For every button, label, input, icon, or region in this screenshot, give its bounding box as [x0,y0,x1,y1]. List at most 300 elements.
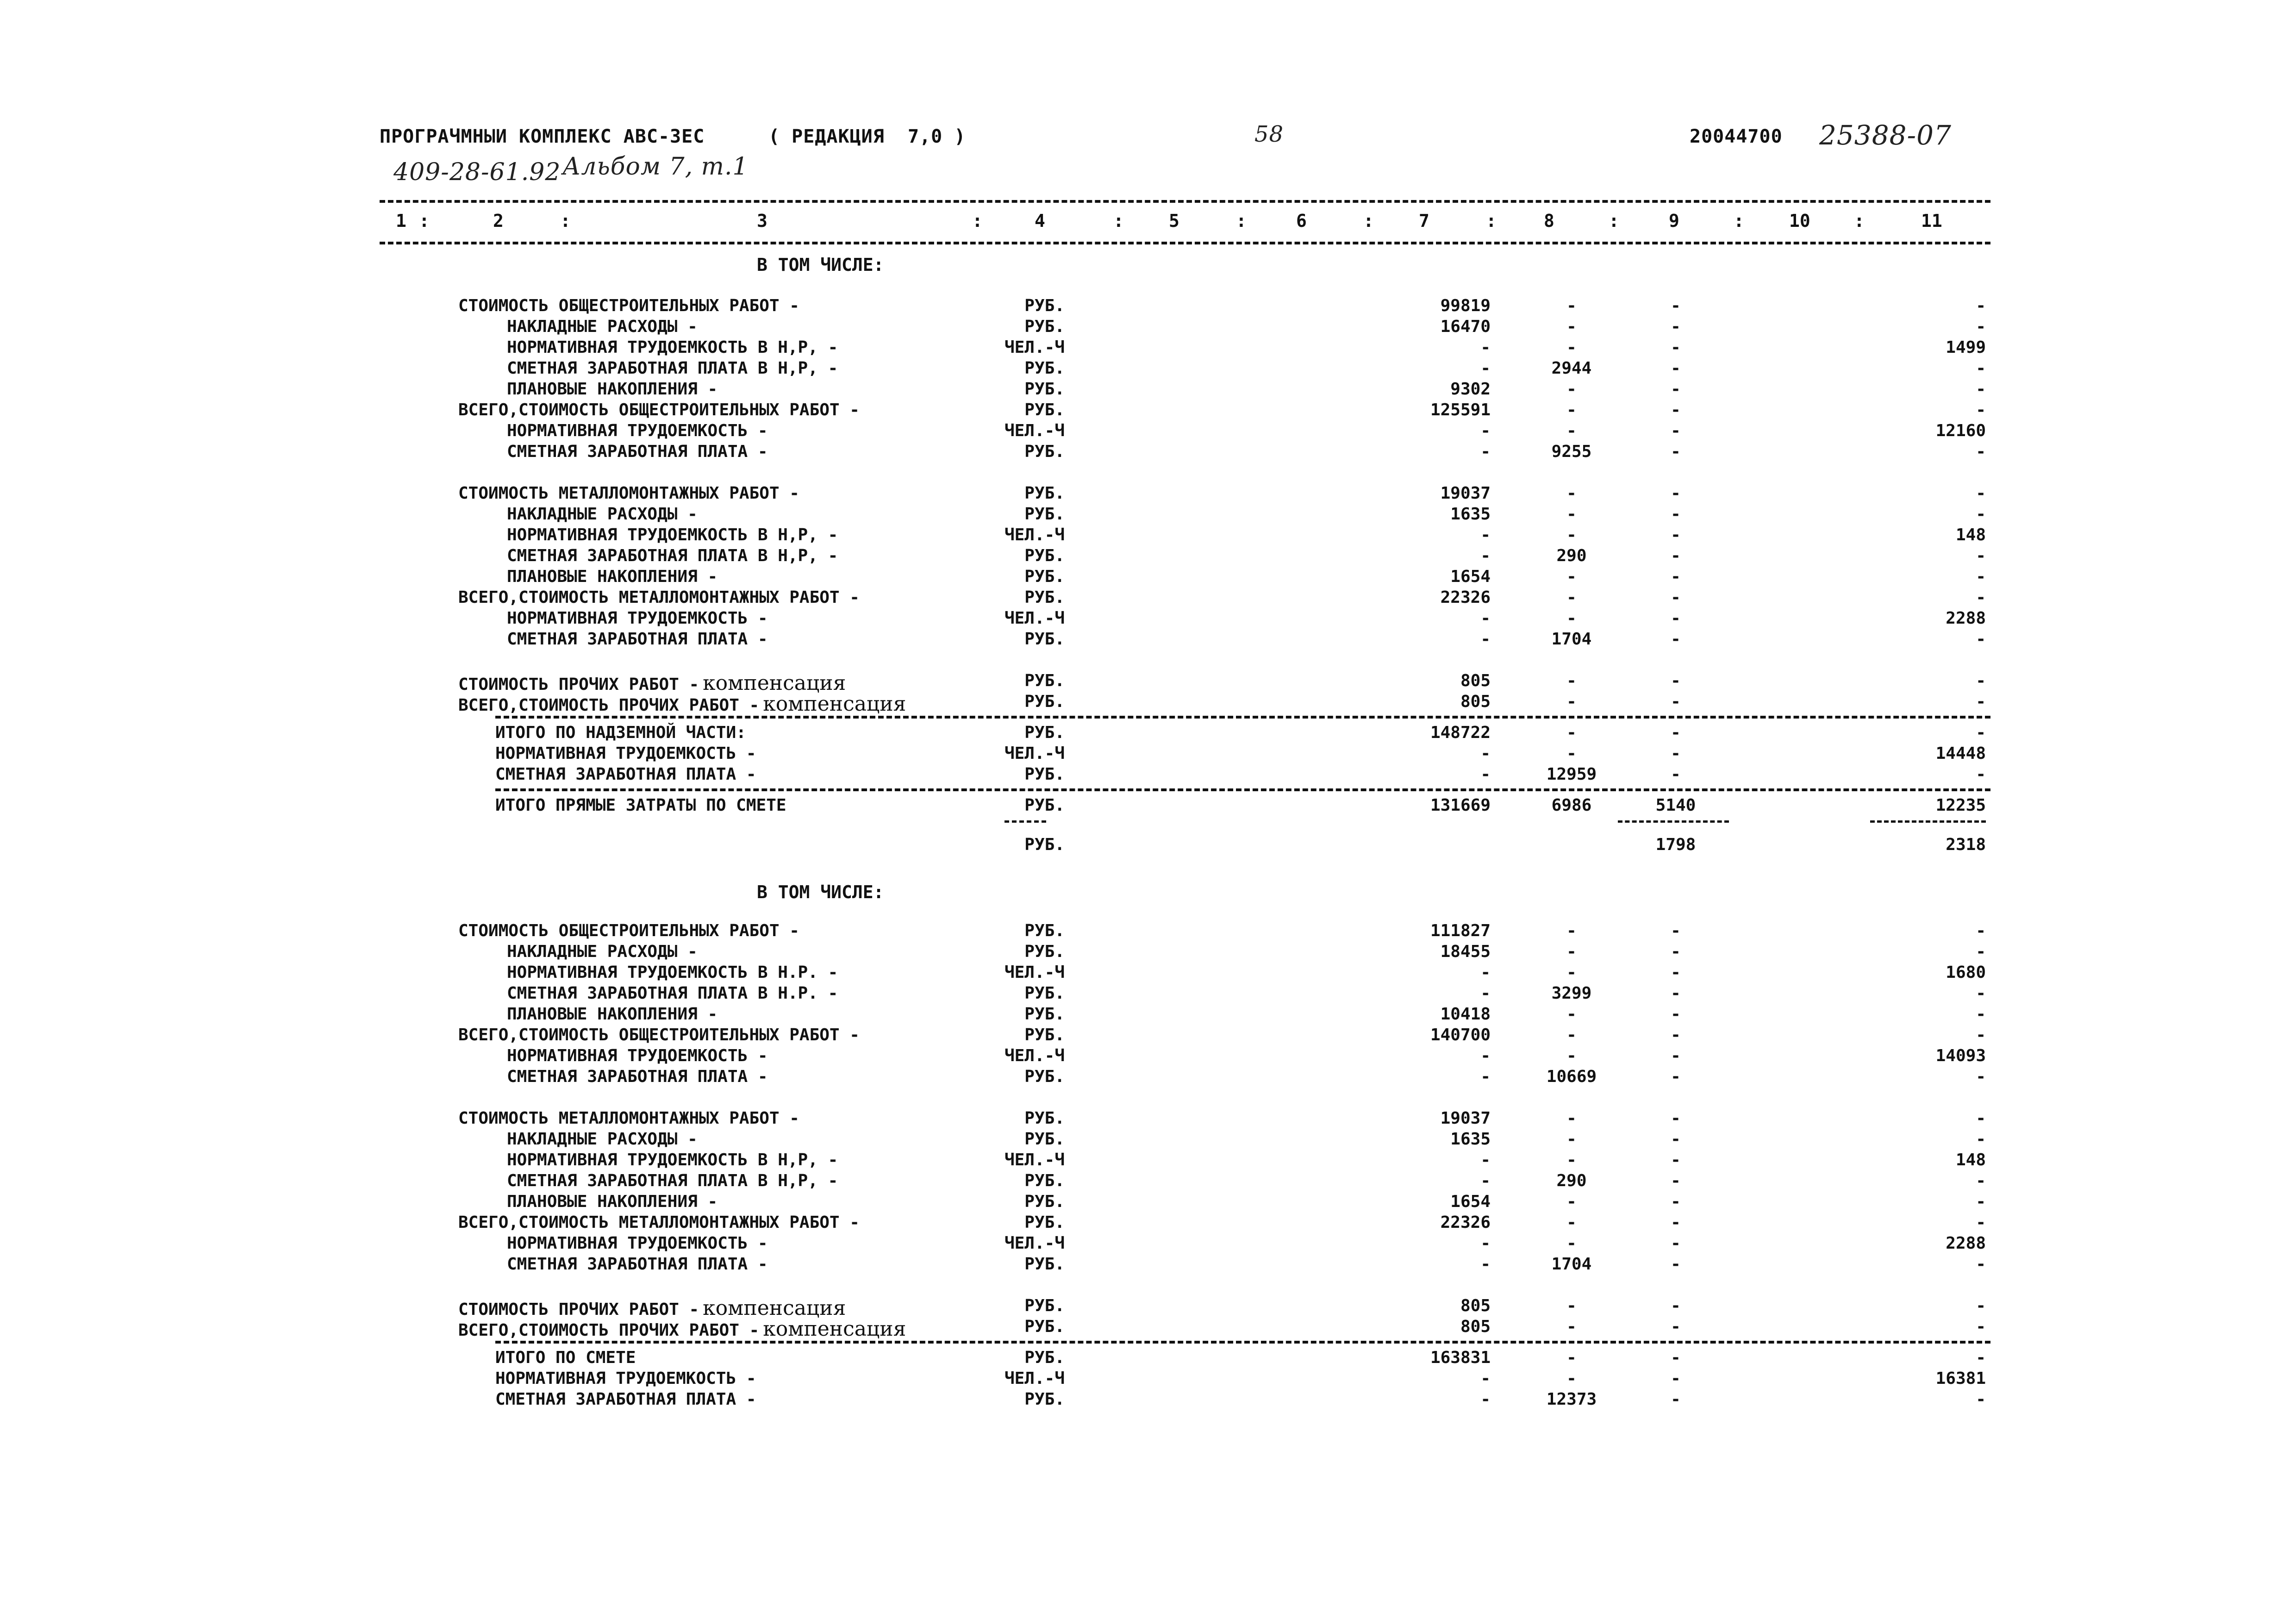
col11-cell: - [1976,1213,1986,1232]
col9-cell: - [1671,546,1681,565]
col7-cell: - [1480,609,1491,628]
row-label [507,1171,838,1190]
col11-cell: - [1976,765,1986,784]
table-row [0,921,2296,943]
col8-cell: - [1566,1025,1577,1044]
col8-cell: - [1566,1109,1577,1128]
row-label-text: НОРМАТИВНАЯ ТРУДОЕМКОСТЬ - [507,1234,768,1253]
row-label [495,723,746,742]
col7-cell: 111827 [1430,921,1491,940]
row-label [458,296,799,315]
col11-cell: - [1976,588,1986,607]
col11-cell: - [1976,1348,1986,1367]
col7-cell: 1635 [1450,505,1491,524]
col9-cell: - [1671,525,1681,544]
table-row [0,359,2296,380]
row-label [507,359,838,378]
row-label-text: ВСЕГО,СТОИМОСТЬ ПРОЧИХ РАБОТ - [458,696,760,715]
row-label [458,921,799,940]
row-label-text: СТОИМОСТЬ МЕТАЛЛОМОНТАЖНЫХ РАБОТ - [458,1109,799,1128]
row-label-text: СТОИМОСТЬ МЕТАЛЛОМОНТАЖНЫХ РАБОТ - [458,484,799,503]
col11-cell: - [1976,942,1986,961]
col8-cell: 290 [1556,1171,1587,1190]
unit-cell: РУБ. [1024,400,1065,419]
col-separator: : [1854,211,1865,231]
unit-cell: РУБ. [1024,567,1065,586]
col9-cell: - [1671,1025,1681,1044]
unit-cell: РУБ. [1024,296,1065,315]
col7-cell: 19037 [1440,1109,1491,1128]
col7-cell: - [1480,1067,1491,1086]
row-label-text: ИТОГО ПРЯМЫЕ ЗАТРАТЫ ПО СМЕТЕ [495,796,786,815]
table-row [0,1213,2296,1234]
table-row [0,380,2296,401]
col11-cell: 2288 [1946,1234,1986,1253]
col11-cell: - [1976,567,1986,586]
col7-cell: - [1480,525,1491,544]
row-label-text: СТОИМОСТЬ ПРОЧИХ РАБОТ - [458,1300,699,1319]
col8-cell: - [1566,317,1577,336]
col8-cell: - [1566,963,1577,982]
row-label-text: НОРМАТИВНАЯ ТРУДОЕМКОСТЬ В Н.Р. - [507,963,838,982]
col7-cell: 125591 [1430,400,1491,419]
col7-cell: 99819 [1440,296,1491,315]
col11-cell: - [1976,484,1986,503]
col11-cell: - [1976,1109,1986,1128]
col9-cell: - [1671,484,1681,503]
unit-cell: РУБ. [1024,1255,1065,1274]
col8-cell: - [1566,744,1577,763]
unit-cell: РУБ. [1024,984,1065,1003]
unit-cell: ЧЕЛ.-Ч [1004,1369,1065,1388]
unit-cell: РУБ. [1024,723,1065,742]
row-label-text: НОРМАТИВНАЯ ТРУДОЕМКОСТЬ - [495,1369,756,1388]
col-header-11: 11 [1921,211,1942,231]
row-label-text: СМЕТНАЯ ЗАРАБОТНАЯ ПЛАТА В Н,Р, - [507,1171,838,1190]
table-row [0,942,2296,963]
unit-cell: РУБ. [1024,1130,1065,1149]
col-header-3: 3 [757,211,767,231]
row-label [507,1192,718,1211]
row-label [495,1390,756,1409]
row-label-text: ВСЕГО,СТОИМОСТЬ ПРОЧИХ РАБОТ - [458,1321,760,1340]
col8-cell: - [1566,296,1577,315]
col8-cell: - [1566,942,1577,961]
col7-cell: - [1480,421,1491,440]
col11-cell: 2288 [1946,609,1986,628]
row-label [507,546,838,565]
page-number: 58 [1254,121,1284,147]
table-row [0,671,2296,693]
edition-label: ( РЕДАКЦИЯ 7,0 ) [768,126,966,147]
row-label [507,1130,698,1149]
table-row [0,400,2296,422]
row-label [507,442,768,461]
table-row [0,1296,2296,1318]
document-code: 20044700 [1690,126,1783,147]
col9-cell: - [1671,1348,1681,1367]
row-label-text: ВСЕГО,СТОИМОСТЬ МЕТАЛЛОМОНТАЖНЫХ РАБОТ - [458,1213,860,1232]
table-row [0,546,2296,568]
row-label [507,1234,768,1253]
col9-cell: - [1671,963,1681,982]
col8-cell: - [1566,671,1577,690]
col-header-7: 7 [1419,211,1429,231]
unit-cell: РУБ. [1024,1317,1065,1336]
table-row [0,692,2296,716]
col8-cell: - [1566,588,1577,607]
total-rule [495,716,1990,719]
col9-cell: - [1671,296,1681,315]
row-label [458,588,860,607]
col7-cell: 163831 [1430,1348,1491,1367]
col9-cell: - [1671,1067,1681,1086]
row-label [507,421,768,440]
col8-cell: - [1566,1192,1577,1211]
header-rule-bottom [380,242,1990,244]
row-label [507,338,838,357]
col7-cell: - [1480,1150,1491,1169]
album-label: Альбом 7, т.1 [562,153,749,181]
col-header-2: 2 [493,211,504,231]
table-row [0,835,2296,857]
col11-cell: - [1976,1130,1986,1149]
col8-cell: - [1566,400,1577,419]
unit-cell: РУБ. [1024,484,1065,503]
unit-cell: РУБ. [1024,505,1065,524]
col8-cell: - [1566,723,1577,742]
col7-cell: 805 [1460,692,1491,711]
section1-heading: В ТОМ ЧИСЛЕ: [757,255,884,275]
row-label [458,400,860,419]
handwritten-note: компенсация [763,692,906,716]
row-label-text: СМЕТНАЯ ЗАРАБОТНАЯ ПЛАТА - [495,1390,756,1409]
handwritten-note: компенсация [703,1296,846,1320]
table-row [0,1255,2296,1276]
col11-cell: - [1976,400,1986,419]
unit-cell: РУБ. [1024,942,1065,961]
col11-cell: - [1976,1025,1986,1044]
table-row [0,1130,2296,1151]
unit-cell: РУБ. [1024,380,1065,399]
row-label [507,609,768,628]
unit-cell: ЧЕЛ.-Ч [1004,1150,1065,1169]
unit-cell: ЧЕЛ.-Ч [1004,1046,1065,1065]
unit-cell: РУБ. [1024,1348,1065,1367]
col8-cell: - [1566,1234,1577,1253]
col7-cell: - [1480,1234,1491,1253]
row-label-text: СМЕТНАЯ ЗАРАБОТНАЯ ПЛАТА В Н.Р. - [507,984,838,1003]
col9-cell: - [1671,567,1681,586]
row-label [507,1046,768,1065]
table-row [0,723,2296,744]
col7-cell: - [1480,1046,1491,1065]
unit-cell: РУБ. [1024,1005,1065,1024]
row-label-text: НОРМАТИВНАЯ ТРУДОЕМКОСТЬ - [507,1046,768,1065]
col11-cell: 16381 [1935,1369,1986,1388]
row-label-text: ВСЕГО,СТОИМОСТЬ МЕТАЛЛОМОНТАЖНЫХ РАБОТ - [458,588,860,607]
col-header-4: 4 [1035,211,1045,231]
col8-cell: - [1566,567,1577,586]
col-separator: : [419,211,430,231]
col9-cell: - [1671,630,1681,649]
table-row [0,1046,2296,1068]
col-separator: : [1236,211,1247,231]
col8-cell: 1704 [1551,630,1592,649]
col9-cell: - [1671,1109,1681,1128]
table-row [0,1067,2296,1088]
unit-cell: РУБ. [1024,442,1065,461]
col9-cell: - [1671,609,1681,628]
album-code: 409-28-61.92 [393,158,561,186]
col8-cell: - [1566,609,1577,628]
unit-cell: РУБ. [1024,796,1065,815]
col11-cell: - [1976,630,1986,649]
table-row [0,963,2296,984]
section2-heading: В ТОМ ЧИСЛЕ: [757,882,884,902]
row-label-text: НОРМАТИВНАЯ ТРУДОЕМКОСТЬ - [507,609,768,628]
col7-cell: 18455 [1440,942,1491,961]
table-row [0,1317,2296,1341]
col11-cell: - [1976,723,1986,742]
unit-cell: РУБ. [1024,1213,1065,1232]
col-separator: : [1363,211,1374,231]
col7-cell: 16470 [1440,317,1491,336]
col11-cell: 148 [1955,525,1986,544]
col8-cell: 6986 [1551,796,1592,815]
unit-cell: ЧЕЛ.-Ч [1004,525,1065,544]
table-row [0,484,2296,505]
col9-cell: - [1671,338,1681,357]
col8-cell: - [1566,1005,1577,1024]
col8-cell: 3299 [1551,984,1592,1003]
row-label-text: СТОИМОСТЬ ПРОЧИХ РАБОТ - [458,675,699,694]
col11-cell: - [1976,1192,1986,1211]
row-label [458,1213,860,1232]
col7-cell: 10418 [1440,1005,1491,1024]
col-header-9: 9 [1669,211,1679,231]
unit-cell: РУБ. [1024,671,1065,690]
col-separator: : [1113,211,1124,231]
col-header-6: 6 [1296,211,1307,231]
col7-cell: 19037 [1440,484,1491,503]
col7-cell: 9302 [1450,380,1491,399]
handwritten-note: компенсация [703,671,846,695]
row-label [507,1255,768,1274]
col-separator: : [972,211,983,231]
total-rule [495,788,1990,791]
table-row [0,317,2296,338]
col9-cell: - [1671,692,1681,711]
col11-cell: 1499 [1946,338,1986,357]
row-label [507,1067,768,1086]
col9-cell: - [1671,1255,1681,1274]
col7-cell: - [1480,1390,1491,1409]
row-label-text: СТОИМОСТЬ ОБЩЕСТРОИТЕЛЬНЫХ РАБОТ - [458,296,799,315]
col7-cell: 1654 [1450,567,1491,586]
unit-cell: РУБ. [1024,1171,1065,1190]
col11-cell: 1680 [1946,963,1986,982]
row-label-text: ИТОГО ПО НАДЗЕМНОЙ ЧАСТИ: [495,723,746,742]
table-row [0,630,2296,651]
col11-cell: - [1976,546,1986,565]
col8-cell: 12373 [1546,1390,1597,1409]
col9-cell: - [1671,588,1681,607]
col-header-10: 10 [1789,211,1810,231]
col11-cell: 14093 [1935,1046,1986,1065]
col9-cell: 5140 [1655,796,1696,815]
row-label-text: ВСЕГО,СТОИМОСТЬ ОБЩЕСТРОИТЕЛЬНЫХ РАБОТ - [458,1025,860,1044]
col9-cell: - [1671,1234,1681,1253]
col9-cell: - [1671,723,1681,742]
col9-cell: - [1671,942,1681,961]
col9-cell: - [1671,421,1681,440]
row-label-text: СМЕТНАЯ ЗАРАБОТНАЯ ПЛАТА - [507,630,768,649]
col9-cell: - [1671,1150,1681,1169]
col11-cell: - [1976,359,1986,378]
col7-cell: - [1480,630,1491,649]
row-label [507,525,838,544]
subtotal-rule [1004,820,1046,823]
col7-cell: 805 [1460,1317,1491,1336]
col8-cell: - [1566,1369,1577,1388]
row-label-text: СМЕТНАЯ ЗАРАБОТНАЯ ПЛАТА - [507,1255,768,1274]
table-row [0,1005,2296,1026]
col7-cell: - [1480,1255,1491,1274]
table-row [0,1390,2296,1411]
col11-cell: - [1976,1317,1986,1336]
table-row [0,744,2296,765]
program-title: ПРОГРАЧМНЫИ КОМПЛЕКС АВС-ЗЕС [380,126,705,147]
col7-cell: 22326 [1440,588,1491,607]
row-label [495,796,786,815]
col8-cell: 2944 [1551,359,1592,378]
row-label [458,692,906,716]
col11-cell: - [1976,317,1986,336]
col9-cell: - [1671,765,1681,784]
col8-cell: - [1566,421,1577,440]
col9-cell: 1798 [1655,835,1696,854]
col9-cell: - [1671,1369,1681,1388]
col9-cell: - [1671,1213,1681,1232]
col9-cell: - [1671,400,1681,419]
col7-cell: - [1480,442,1491,461]
table-row [0,1348,2296,1369]
table-row [0,296,2296,318]
row-label-text: НАКЛАДНЫЕ РАСХОДЫ - [507,942,698,961]
subtotal-rule [1618,820,1729,823]
row-label-text: НОРМАТИВНАЯ ТРУДОЕМКОСТЬ - [507,421,768,440]
table-row [0,1150,2296,1172]
row-label-text: ПЛАНОВЫЕ НАКОПЛЕНИЯ - [507,1005,718,1024]
col8-cell: - [1566,1046,1577,1065]
row-label [458,1109,799,1128]
col7-cell: - [1480,546,1491,565]
col11-cell: - [1976,671,1986,690]
unit-cell: ЧЕЛ.-Ч [1004,744,1065,763]
row-label-text: НОРМАТИВНАЯ ТРУДОЕМКОСТЬ В Н,Р, - [507,338,838,357]
row-label-text: СМЕТНАЯ ЗАРАБОТНАЯ ПЛАТА - [495,765,756,784]
row-label-text: СМЕТНАЯ ЗАРАБОТНАЯ ПЛАТА - [507,442,768,461]
col-header-5: 5 [1169,211,1179,231]
col9-cell: - [1671,1296,1681,1315]
col7-cell: - [1480,359,1491,378]
col11-cell: - [1976,1390,1986,1409]
col8-cell: - [1566,1150,1577,1169]
unit-cell: РУБ. [1024,546,1065,565]
col9-cell: - [1671,1130,1681,1149]
document-number: 25388-07 [1819,119,1952,151]
row-label [458,1025,860,1044]
unit-cell: РУБ. [1024,1296,1065,1315]
col11-cell: - [1976,1067,1986,1086]
row-label [507,567,718,586]
table-row [0,1369,2296,1390]
table-row [0,338,2296,359]
row-label [458,484,799,503]
col8-cell: - [1566,525,1577,544]
col8-cell: - [1566,1296,1577,1315]
col8-cell: - [1566,484,1577,503]
col11-cell: - [1976,1171,1986,1190]
table-row [0,1234,2296,1255]
col11-cell: - [1976,1005,1986,1024]
row-label-text: СТОИМОСТЬ ОБЩЕСТРОИТЕЛЬНЫХ РАБОТ - [458,921,799,940]
unit-cell: РУБ. [1024,1025,1065,1044]
col8-cell: 290 [1556,546,1587,565]
table-row [0,442,2296,463]
col9-cell: - [1671,921,1681,940]
col8-cell: - [1566,1213,1577,1232]
table-row [0,609,2296,630]
total-rule [495,1341,1990,1344]
col8-cell: - [1566,692,1577,711]
col11-cell: - [1976,692,1986,711]
col9-cell: - [1671,1005,1681,1024]
col7-cell: - [1480,744,1491,763]
col11-cell: 2318 [1946,835,1986,854]
col9-cell: - [1671,1171,1681,1190]
col11-cell: 12235 [1935,796,1986,815]
col9-cell: - [1671,744,1681,763]
col7-cell: - [1480,338,1491,357]
table-row [0,984,2296,1005]
row-label-text: СМЕТНАЯ ЗАРАБОТНАЯ ПЛАТА В Н,Р, - [507,359,838,378]
col8-cell: - [1566,1317,1577,1336]
col7-cell: 140700 [1430,1025,1491,1044]
col11-cell: 148 [1955,1150,1986,1169]
row-label-text: СМЕТНАЯ ЗАРАБОТНАЯ ПЛАТА В Н,Р, - [507,546,838,565]
row-label-text: ПЛАНОВЫЕ НАКОПЛЕНИЯ - [507,380,718,399]
unit-cell: РУБ. [1024,588,1065,607]
row-label [495,765,756,784]
unit-cell: РУБ. [1024,630,1065,649]
row-label-text: ИТОГО ПО СМЕТЕ [495,1348,636,1367]
table-row [0,567,2296,588]
col9-cell: - [1671,380,1681,399]
col7-cell: 131669 [1430,796,1491,815]
row-label [507,942,698,961]
row-label-text: ВСЕГО,СТОИМОСТЬ ОБЩЕСТРОИТЕЛЬНЫХ РАБОТ - [458,400,860,419]
col7-cell: - [1480,765,1491,784]
row-label [507,380,718,399]
col7-cell: 148722 [1430,723,1491,742]
row-label-text: НАКЛАДНЫЕ РАСХОДЫ - [507,505,698,524]
row-label-text: НОРМАТИВНАЯ ТРУДОЕМКОСТЬ - [495,744,756,763]
row-label [495,1369,756,1388]
table-row [0,1109,2296,1130]
col9-cell: - [1671,671,1681,690]
